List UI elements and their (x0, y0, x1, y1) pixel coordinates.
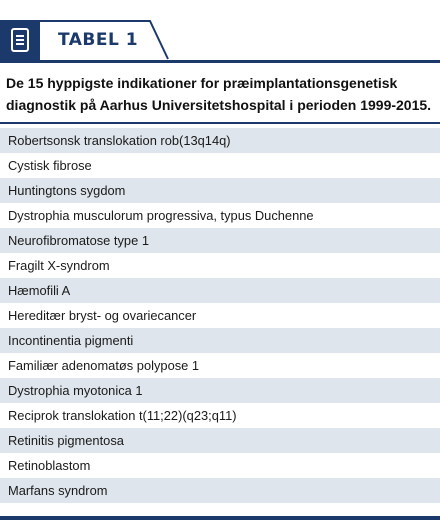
indications-table (0, 128, 440, 503)
table-row: Neurofibromatose type 1 (0, 228, 440, 253)
table-row: Huntingtons sygdom (0, 178, 440, 203)
table-row: Hæmofili A (0, 278, 440, 303)
table-row: Incontinentia pigmenti (0, 328, 440, 353)
header-divider (0, 60, 440, 63)
table-row: Fragilt X-syndrom (0, 253, 440, 278)
table-row: Reciprok translokation t(11;22)(q23;q11) (0, 403, 440, 428)
table-header (0, 0, 440, 60)
table-row: Dystrophia myotonica 1 (0, 378, 440, 403)
table-row: Retinoblastom (0, 453, 440, 478)
table-row: Cystisk fibrose (0, 153, 440, 178)
table-row: Dystrophia musculorum progressiva, typus Duchenne (0, 203, 440, 228)
document-list-icon (0, 20, 40, 60)
table-row: Familiær adenomatøs polypose 1 (0, 353, 440, 378)
table-bottom-rule (0, 516, 440, 520)
caption-divider (0, 122, 440, 124)
table-title: TABEL 1 (58, 30, 139, 50)
header-tab (40, 20, 440, 60)
table-row: Robertsonsk translokation rob(13q14q) (0, 128, 440, 153)
table-caption: De 15 hyppigste indikationer for præimplantationsgenetisk diagnostik på Aarhus Universitetshospital i perioden 1999-2015. (6, 75, 432, 113)
table-row: Marfans syndrom (0, 478, 440, 503)
table-row: Hereditær bryst- og ovariecancer (0, 303, 440, 328)
table-row: Retinitis pigmentosa (0, 428, 440, 453)
